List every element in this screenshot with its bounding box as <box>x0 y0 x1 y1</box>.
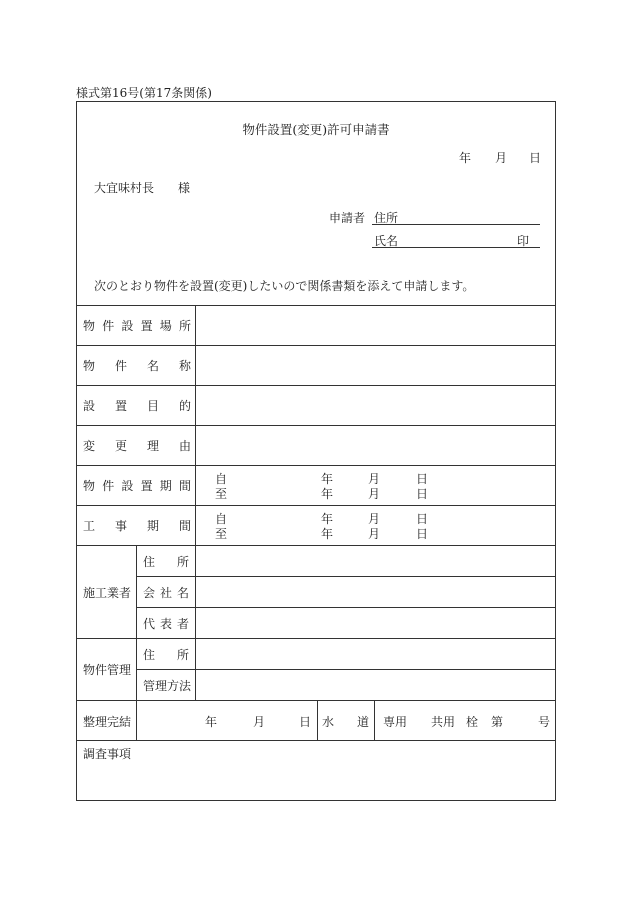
completion-year: 年 <box>205 715 218 729</box>
water-exclusive: 専用 <box>383 715 408 729</box>
grid-line <box>77 345 555 346</box>
work-period-to-day: 日 <box>416 527 429 541</box>
row-label-work-period <box>83 517 191 534</box>
install-period-from-year: 年 <box>321 472 334 486</box>
contractor-representative-label <box>143 615 189 632</box>
row-label-name <box>83 357 191 374</box>
grid-line <box>77 305 555 306</box>
install-period-to: 至 <box>215 487 228 501</box>
grid-line <box>77 465 555 466</box>
address-underline <box>372 224 540 225</box>
row-label-purpose-text: 設 置 目 的 <box>83 399 191 413</box>
grid-line <box>77 740 555 741</box>
work-period-from-day: 日 <box>416 512 429 526</box>
row-label-name-text: 物 件 名 称 <box>83 359 191 373</box>
install-period-from-day: 日 <box>416 472 429 486</box>
grid-line <box>77 425 555 426</box>
row-label-location <box>83 317 191 334</box>
date-day: 日 <box>529 151 542 165</box>
work-period-from-month: 月 <box>368 512 381 526</box>
grid-line <box>136 700 137 740</box>
grid-line <box>136 545 137 700</box>
management-address-label <box>143 646 189 663</box>
grid-line <box>136 607 555 608</box>
row-label-install-period-text: 物 件 設 置 期 間 <box>83 479 191 493</box>
contractor-company-label <box>143 584 189 601</box>
completion-label: 整理完結 <box>83 715 132 729</box>
addressee: 大宜味村長 様 <box>94 181 191 195</box>
work-period-from-year: 年 <box>321 512 334 526</box>
contractor-company-text: 会 社 名 <box>143 586 189 600</box>
seal-mark: 印 <box>517 234 530 248</box>
date-month: 月 <box>495 151 508 165</box>
work-period-to-year: 年 <box>321 527 334 541</box>
work-period-from: 自 <box>215 512 228 526</box>
grid-line <box>317 700 318 740</box>
work-period-to-month: 月 <box>368 527 381 541</box>
meter-number-prefix: 第 <box>491 715 504 729</box>
row-label-location-text: 物 件 設 置 場 所 <box>83 319 191 333</box>
water-label-text: 水 道 <box>322 715 369 729</box>
management-method-label: 管理方法 <box>143 679 192 693</box>
meter-label: 栓 <box>466 715 479 729</box>
contractor-address-text: 住 所 <box>143 555 189 569</box>
completion-month: 月 <box>253 715 266 729</box>
grid-line <box>77 638 555 639</box>
row-label-change-reason <box>83 437 191 454</box>
meter-number-suffix: 号 <box>538 715 551 729</box>
form-number: 様式第16号(第17条関係) <box>76 86 212 100</box>
row-label-purpose <box>83 397 191 414</box>
grid-line <box>77 545 555 546</box>
install-period-from: 自 <box>215 472 228 486</box>
application-form <box>76 101 556 801</box>
grid-line <box>374 700 375 740</box>
statement: 次のとおり物件を設置(変更)したいので関係書類を添えて申請します。 <box>94 279 475 293</box>
form-title: 物件設置(変更)許可申請書 <box>242 122 390 137</box>
row-label-work-period-text: 工 事 期 間 <box>83 519 191 533</box>
install-period-to-year: 年 <box>321 487 334 501</box>
work-period-to: 至 <box>215 527 228 541</box>
management-group-label: 物件管理 <box>83 663 132 677</box>
grid-line <box>195 305 196 700</box>
install-period-to-day: 日 <box>416 487 429 501</box>
water-label <box>322 713 369 730</box>
applicant-name-label: 氏名 <box>374 234 399 248</box>
grid-line <box>136 669 555 670</box>
management-address-text: 住 所 <box>143 648 189 662</box>
applicant-address-label: 住所 <box>374 211 399 225</box>
row-label-install-period <box>83 477 191 494</box>
survey-label: 調査事項 <box>83 747 132 761</box>
contractor-representative-text: 代 表 者 <box>143 617 189 631</box>
contractor-group-label: 施工業者 <box>83 586 132 600</box>
contractor-address-label <box>143 553 189 570</box>
grid-line <box>77 385 555 386</box>
grid-line <box>136 576 555 577</box>
install-period-to-month: 月 <box>368 487 381 501</box>
completion-day: 日 <box>299 715 312 729</box>
row-label-change-reason-text: 変 更 理 由 <box>83 439 191 453</box>
install-period-from-month: 月 <box>368 472 381 486</box>
date-year: 年 <box>459 151 472 165</box>
grid-line <box>77 700 555 701</box>
name-underline <box>372 247 540 248</box>
water-shared: 共用 <box>431 715 456 729</box>
grid-line <box>77 505 555 506</box>
applicant-label: 申請者 <box>329 211 366 225</box>
